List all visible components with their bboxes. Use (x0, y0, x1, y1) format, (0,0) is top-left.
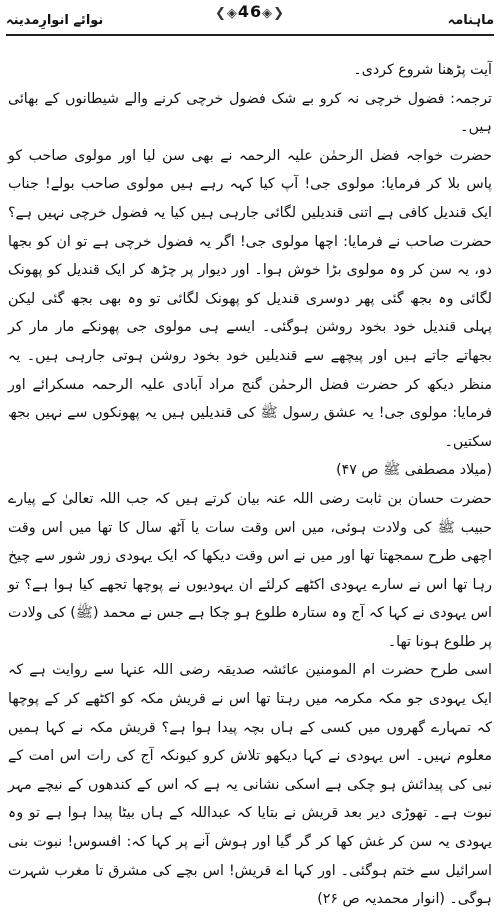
reference-1: (میلاد مصطفی ﷺ ص ۴۷) (336, 462, 492, 479)
page-number (215, 2, 285, 21)
paragraph-4: حضرت حسان بن ثابت رضی اللہ عنہ بیان کرتے ہیں کہ جب اللہ تعالیٰ کے پیارے حبیب ﷺ کی ولادت ہوئی، میں اس وقت سات یا آٹھ سال کا تھا میں اس وقت اچھی طرح سمجھتا تھا اور میں نے اس وقت دیکھا کہ ایک یہودی زور شور سے چیخ رہا تھا اس نے سارے یہودی اکٹھے کرلئے ان یہودیوں نے پوچھا تجھے کیا ہوا ہے؟ تو اس یہودی نے کہا کہ آج وہ ستارہ طلوع ہو چکا ہے جس نے محمد (ﷺ) کی ولادت پر طلوع ہونا تھا۔ (8, 490, 492, 650)
page-number-value: 46 (237, 2, 263, 21)
article-body (8, 56, 492, 908)
publication-title: نوائے انوارِمدینہ (6, 12, 104, 28)
paragraph-3: حضرت خواجہ فضل الرحمٰن علیہ الرحمہ نے بھی سن لیا اور مولوی صاحب کو پاس بلا کر فرمایا: مولوی جی! آپ کیا کہہ رہے ہیں مولوی صاحب بولے! جناب ایک قندیل کافی ہے اتنی قندیلیں لگائی جارہی ہیں کیا یہ فضول خرچی نہیں ہے؟ حضرت صاحب نے فرمایا: اچھا مولوی جی! اگر یہ فضول خرچی ہے تو ان کو بجھا دو، یہ سن کر وہ مولوی بڑا خوش ہوا۔ اور دیوار پر چڑھ کر ایک قندیل کو پھونک لگائی وہ بجھ گئی پھر دوسری قندیل کو پھونک لگائی تو وہ بھی بجھ گئی لیکن پہلی قندیل خود بخود روشن ہوگئی۔ ایسے ہی مولوی جی پھونکے مار مار کر بجھاتے جاتے ہیں اور پیچھے سے قندیلیں خود بخود روشن ہوتی جارہی ہیں۔ یہ منظر دیکھ کر حضرت فضل الرحمٰن گنج مراد آبادی علیہ الرحمہ مسکرائے اور فرمایا: مولوی جی! یہ عشق رسول ﷺ کی قندیلیں ہیں یہ پھونکوں سے نہیں بجھ سکتیں۔ (8, 147, 492, 450)
ornament-left-icon: ◈❯ (262, 6, 286, 21)
paragraph-2: ترجمہ: فضول خرچی نہ کرو بے شک فضول خرچی کرنے والے شیطانوں کے بھائی ہیں۔ (8, 90, 492, 136)
paragraph-1: آیت پڑھنا شروع کردی۔ (353, 62, 492, 78)
paragraph-5: اسی طرح حضرت ام المومنین عائشہ صدیقہ رضی اللہ عنہا سے روایت ہے کہ ایک یہودی جو مکہ مکرمہ میں رہتا تھا اس نے قریش مکہ کو اکٹھے کر کے پوچھا کہ تمہارے گھروں میں کسی کے ہاں بچہ پیدا ہوا ہے؟ قریش مکہ نے کہا ہمیں معلوم نہیں۔ اس یہودی نے کہا دیکھو تلاش کرو کیونکہ آج کی رات اس امت کے نبی کی پیدائش ہو چکی ہے اسکی نشانی یہ ہے کہ اس کے کندھوں کے نیچے مہر نبوت ہے۔ تھوڑی دیر بعد قریش نے بتایا کہ عبداللہ کے ہاں بیٹا پیدا ہوا ہے تو وہ یہودی یہ سن کر غش کھا کر گر گیا اور ہوش آنے پر کہا کہ: افسوس! نبوت بنی اسرائیل سے ختم ہوگئی۔ اور کہا اے قریش! اس بچے کی مشرق تا مغرب شہرت ہوگی۔ (انوار محمدیہ ص ۲۶) (8, 662, 492, 908)
magazine-name: ماہنامہ (447, 12, 494, 28)
ornament-right-icon: ❮◈ (214, 6, 238, 21)
